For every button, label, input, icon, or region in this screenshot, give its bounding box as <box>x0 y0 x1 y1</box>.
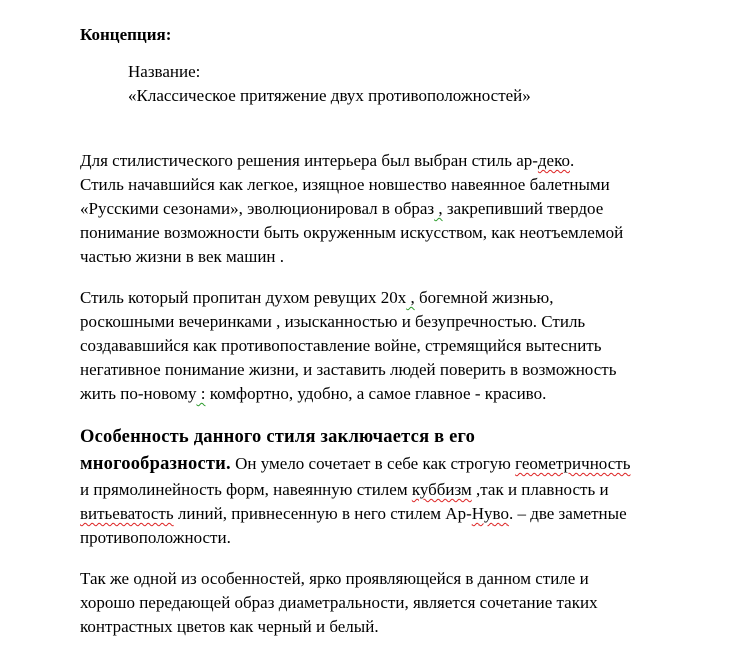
para2-line5 <box>80 383 546 405</box>
para4-line2: хорошо передающей образ диаметральности, является сочетание таких <box>80 593 598 612</box>
para3-line2 <box>80 453 630 475</box>
para1-line3 <box>80 198 603 220</box>
bold-run: многообразности. <box>80 454 231 474</box>
text-run: ,так и плавность и <box>471 480 609 499</box>
text-run: комфортно, удобно, а самое главное - красиво. <box>205 384 547 403</box>
para3-line3 <box>80 479 609 501</box>
spell-error: куббизм <box>411 480 472 499</box>
para1-line1 <box>80 150 574 172</box>
spell-error: геометричность <box>515 454 631 473</box>
para2-line2: роскошными вечеринками , изысканностью и безупречностью. Стиль <box>80 312 586 331</box>
para1-line5: частью жизни в век машин . <box>80 247 285 266</box>
text-run: «Русскими сезонами», эволюционировал в образ <box>80 199 435 218</box>
name-label: Название: <box>128 62 201 81</box>
grammar-error: , <box>434 199 443 218</box>
name-value: «Классическое притяжение двух противоположностей» <box>128 86 531 105</box>
text-run: Стиль который пропитан духом ревущих 20х <box>80 288 407 307</box>
concept-heading: Концепция: <box>80 25 172 44</box>
text-run: Он умело сочетает в себе как строгую <box>230 454 516 473</box>
text-run: . <box>570 151 575 170</box>
grammar-error: , <box>406 288 415 307</box>
spell-error: деко <box>537 151 570 170</box>
text-run: закрепивший твердое <box>442 199 604 218</box>
text-run: Для стилистического решения интерьера был выбран стиль ар- <box>80 151 538 170</box>
spell-error: Нуво <box>471 504 509 523</box>
text-run: линий, привнесенную в него стилем Ар- <box>173 504 472 523</box>
text-run: богемной жизнью, <box>414 288 554 307</box>
para1-line4: понимание возможности быть окруженным искусством, как неотъемлемой <box>80 223 624 242</box>
text-run: и прямолинейность форм, навеянную стилем <box>80 480 412 499</box>
para2-line1 <box>80 287 553 309</box>
para2-line3: создававшийся как противопоставление войне, стремящийся вытеснить <box>80 336 602 355</box>
grammar-error: : <box>196 384 206 403</box>
para4-line3: контрастных цветов как черный и белый. <box>80 617 379 636</box>
para3-bold-line1: Особенность данного стиля заключается в его <box>80 427 476 447</box>
text-run: . – две заметные <box>508 504 627 523</box>
spell-error: витьеватость <box>80 504 174 523</box>
para2-line4: негативное понимание жизни, и заставить людей поверить в возможность <box>80 360 617 379</box>
para3-line4 <box>80 503 627 525</box>
para1-line2: Стиль начавшийся как легкое, изящное новшество навеянное балетными <box>80 175 610 194</box>
para4-line1: Так же одной из особенностей, ярко проявляющейся в данном стиле и <box>80 569 589 588</box>
text-run: жить по-новому <box>80 384 197 403</box>
para3-line5: противоположности. <box>80 528 231 547</box>
